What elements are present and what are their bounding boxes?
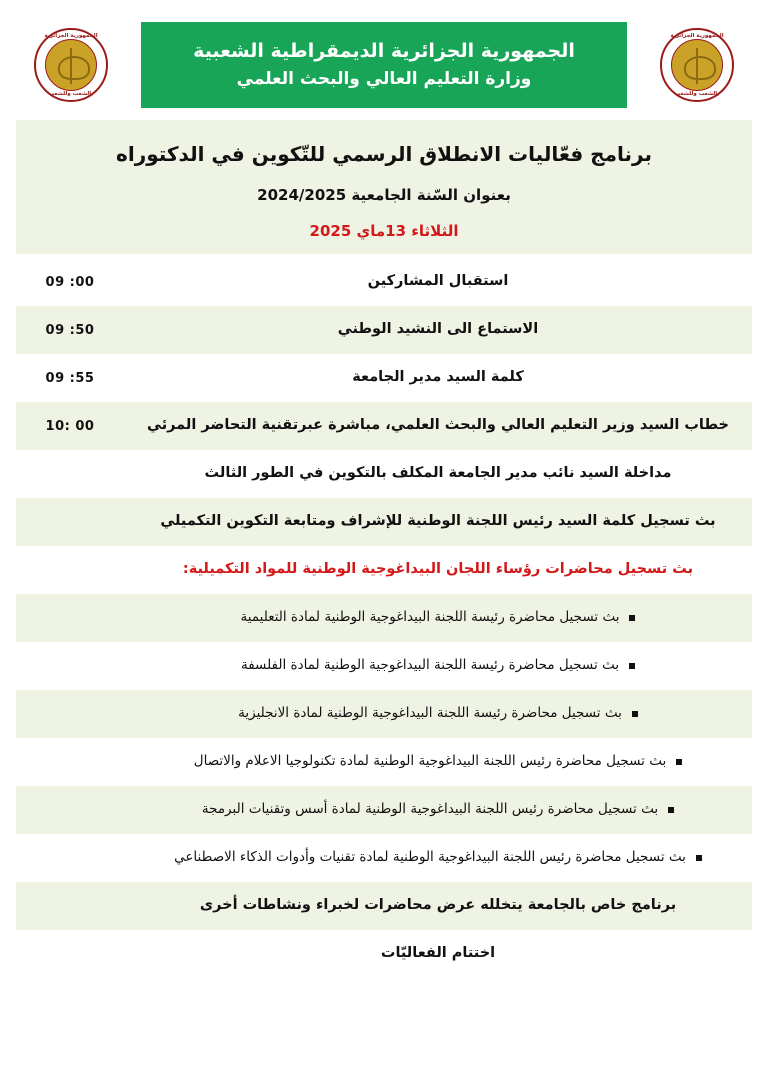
schedule-activity-label: بث تسجيل محاضرة رئيس اللجنة البيداغوجية الوطنية لمادة تقنيات وأدوات الذكاء الاصطناعي <box>174 849 686 866</box>
schedule-activity <box>124 847 752 869</box>
schedule-activity <box>124 655 752 677</box>
bullet-square-icon <box>668 807 674 813</box>
schedule-activity-label: بث تسجيل محاضرة رئيسة اللجنة البيداغوجية الوطنية لمادة الانجليزية <box>238 705 622 722</box>
schedule-activity <box>124 751 752 773</box>
schedule-activity: الاستماع الى النشيد الوطني <box>337 321 539 338</box>
seal-inner-disc <box>45 39 97 91</box>
schedule-activity-label: بث تسجيل محاضرة رئيسة اللجنة البيداغوجية الوطنية لمادة التعليمية <box>240 609 620 626</box>
schedule-row <box>16 258 752 306</box>
schedule-row <box>16 498 752 546</box>
schedule-row <box>16 402 752 450</box>
schedule-row <box>16 450 752 498</box>
schedule-time: 09 :50 <box>45 322 95 338</box>
seal-caption-top: الجمهورية الجزائرية <box>44 33 98 39</box>
schedule-activity: اختتام الفعاليّات <box>380 945 496 962</box>
schedule-row <box>16 306 752 354</box>
bullet-square-icon <box>696 855 702 861</box>
seal-caption-bottom: بالشعب وللشعب <box>48 91 94 97</box>
schedule-activity-label: بث تسجيل محاضرة رئيس اللجنة البيداغوجية الوطنية لمادة أسس وتقنيات البرمجة <box>201 801 659 818</box>
schedule-row <box>16 594 752 642</box>
schedule-row <box>16 738 752 786</box>
schedule-row <box>16 354 752 402</box>
seal-outer-ring <box>660 28 734 102</box>
schedule-activity: بث تسجيل محاضرات رؤساء اللجان البيداغوجية الوطنية للمواد التكميلية: <box>182 561 694 578</box>
schedule-time: 09 :00 <box>45 274 95 290</box>
schedule-row <box>16 642 752 690</box>
page-title: برنامج فعّاليات الانطلاق الرسمي للتّكوين في الدكتوراه <box>116 142 652 166</box>
schedule-row <box>16 546 752 594</box>
seal-caption-bottom: بالشعب وللشعب <box>674 91 720 97</box>
academic-year-subtitle: بعنوان السّنة الجامعية 2024/2025 <box>257 186 511 204</box>
schedule-activity-label: بث تسجيل محاضرة رئيسة اللجنة البيداغوجية الوطنية لمادة الفلسفة <box>240 657 620 674</box>
schedule-activity: بث تسجيل كلمة السيد رئيس اللجنة الوطنية للإشراف ومتابعة التكوين التكميلي <box>160 513 716 530</box>
ministry-name-line: وزارة التعليم العالي والبحث العلمي <box>236 68 532 89</box>
schedule-time: 10: 00 <box>45 418 95 434</box>
schedule-activity-label: بث تسجيل محاضرة رئيس اللجنة البيداغوجية الوطنية لمادة تكنولوجيا الاعلام والاتصال <box>193 753 667 770</box>
event-date: الثلاثاء 13ماي 2025 <box>309 222 459 240</box>
bullet-square-icon <box>629 663 635 669</box>
schedule-table <box>16 258 752 978</box>
schedule-activity <box>124 703 752 725</box>
bullet-square-icon <box>676 759 682 765</box>
algeria-national-emblem-right-icon <box>658 26 736 104</box>
schedule-activity <box>124 607 752 629</box>
bullet-square-icon <box>629 615 635 621</box>
schedule-row <box>16 786 752 834</box>
schedule-activity: خطاب السيد وزير التعليم العالي والبحث العلمي، مباشرة عبرتقنية التحاضر المرئي <box>147 417 729 434</box>
schedule-time: 09 :55 <box>45 370 95 386</box>
bullet-square-icon <box>632 711 638 717</box>
schedule-activity: برنامج خاص بالجامعة يتخلله عرض محاضرات لخبراء ونشاطات أخرى <box>199 897 677 914</box>
country-name-line: الجمهورية الجزائرية الديمقراطية الشعبية <box>193 40 575 63</box>
schedule-row <box>16 930 752 978</box>
schedule-activity <box>124 799 752 821</box>
schedule-activity: استقبال المشاركين <box>367 273 509 290</box>
schedule-row <box>16 834 752 882</box>
seal-caption-top: الجمهورية الجزائرية <box>670 33 724 39</box>
seal-outer-ring <box>34 28 108 102</box>
schedule-row <box>16 882 752 930</box>
schedule-activity: كلمة السيد مدير الجامعة <box>352 369 524 386</box>
ministry-banner <box>141 22 627 108</box>
document-header <box>16 22 752 108</box>
schedule-activity: مداخلة السيد نائب مدير الجامعة المكلف بالتكوين في الطور الثالث <box>204 465 672 482</box>
algeria-national-emblem-left-icon <box>32 26 110 104</box>
title-block <box>16 120 752 254</box>
schedule-row <box>16 690 752 738</box>
seal-inner-disc <box>671 39 723 91</box>
